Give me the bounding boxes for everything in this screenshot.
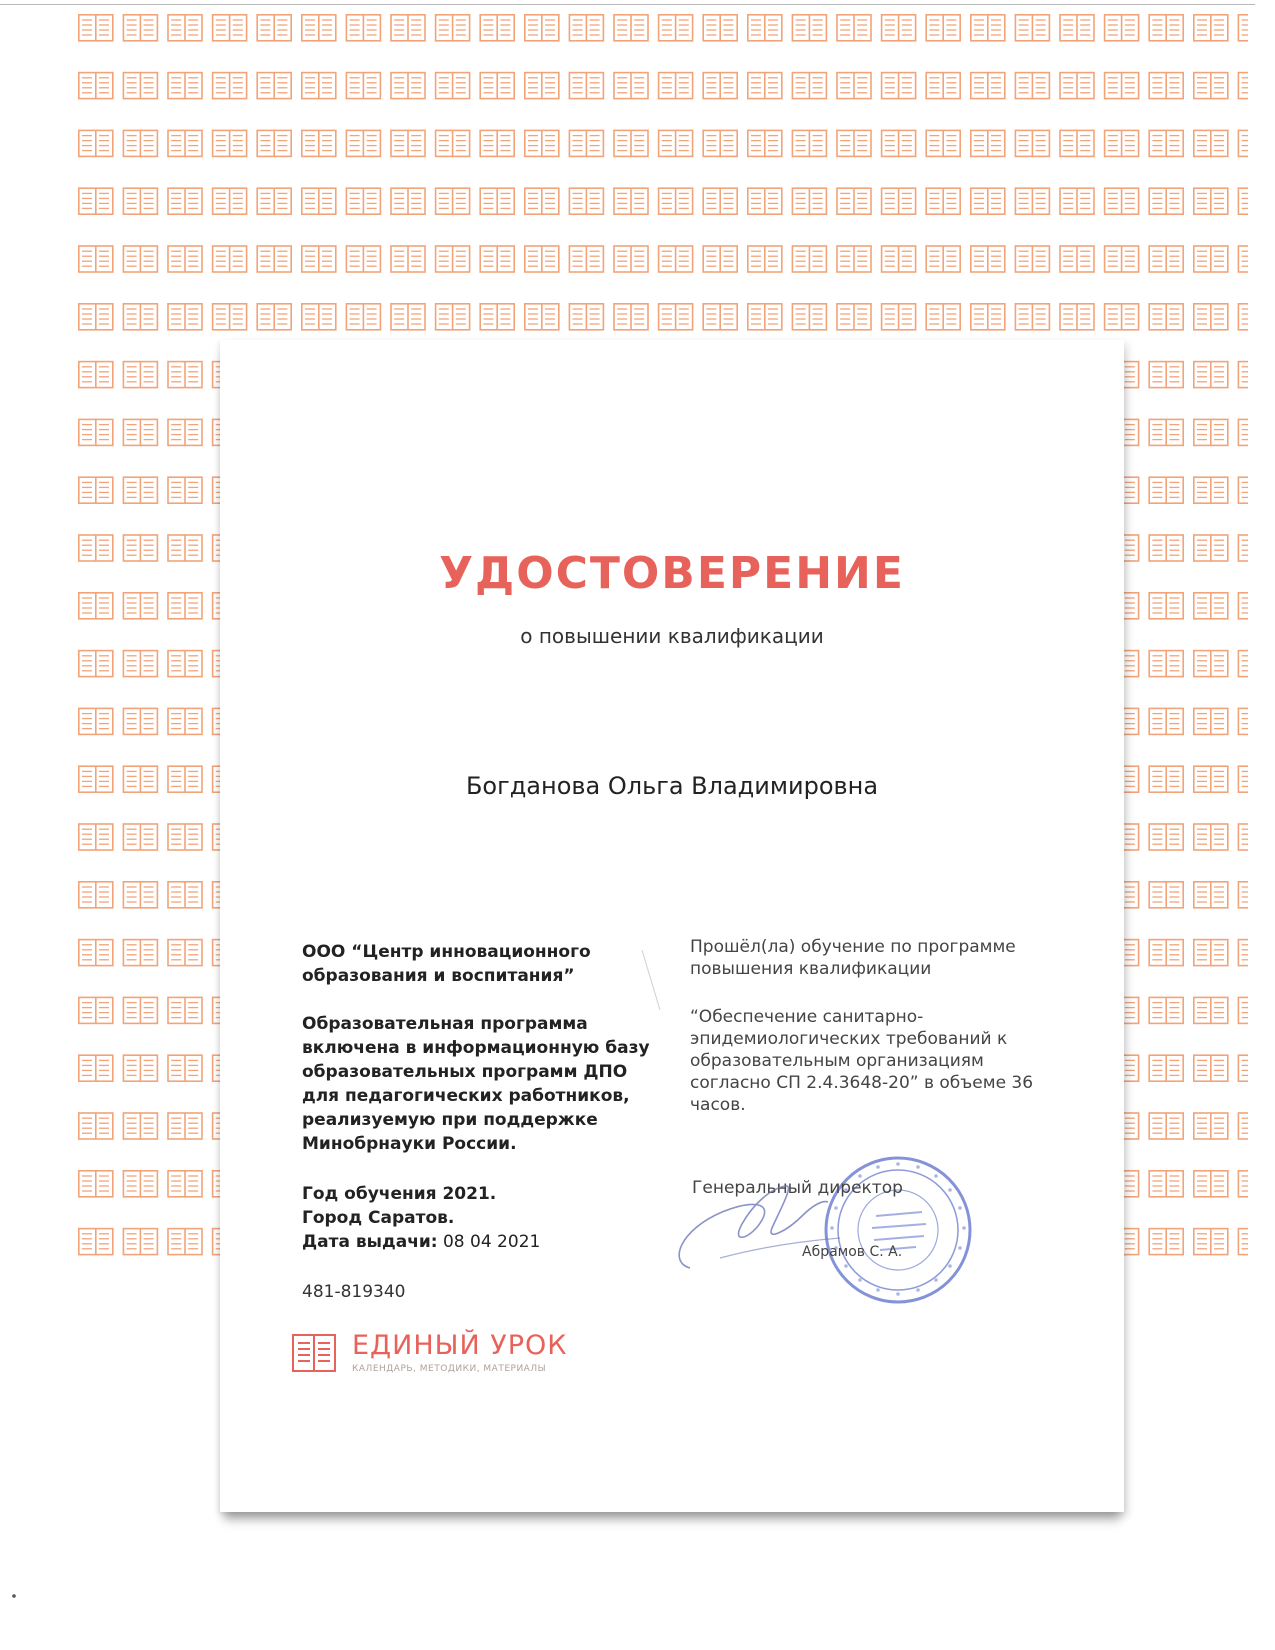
brand-name: ЕДИНЫЙ УРОК bbox=[352, 1330, 568, 1361]
recipient-name: Богданова Ольга Владимировна bbox=[465, 772, 879, 800]
issue-date-value: 08 04 2021 bbox=[442, 1232, 541, 1252]
course-description: “Обеспечение санитарно-эпидемиологических требований к образовательным организациям согласно СП 2.4.3648-20” в объеме 36 часов. bbox=[690, 1007, 1034, 1115]
director-name: Абрамов С. А. bbox=[802, 1244, 903, 1260]
director-label: Генеральный директор bbox=[692, 1178, 903, 1198]
registration-number: 481-819340 bbox=[302, 1282, 406, 1302]
certificate-subtitle: о повышении квалификации bbox=[520, 624, 824, 648]
brand-tagline: КАЛЕНДАРЬ, МЕТОДИКИ, МАТЕРИАЛЫ bbox=[352, 1364, 547, 1374]
program-note: Образовательная программа включена в информационную базу образовательных программ ДПО для педагогических работников, реализуемую при поддержке Минобрнауки России. bbox=[302, 1014, 650, 1154]
certificate-title: УДОСТОВЕРЕНИЕ bbox=[439, 548, 905, 599]
organization-name: ООО “Центр инновационного образования и воспитания” bbox=[302, 942, 591, 986]
study-year: Год обучения 2021. bbox=[302, 1184, 497, 1204]
completion-text: Прошёл(ла) обучение по программе повышения квалификации bbox=[690, 937, 1016, 979]
issue-date-label: Дата выдачи: bbox=[302, 1232, 438, 1252]
study-city: Город Саратов. bbox=[302, 1208, 455, 1228]
